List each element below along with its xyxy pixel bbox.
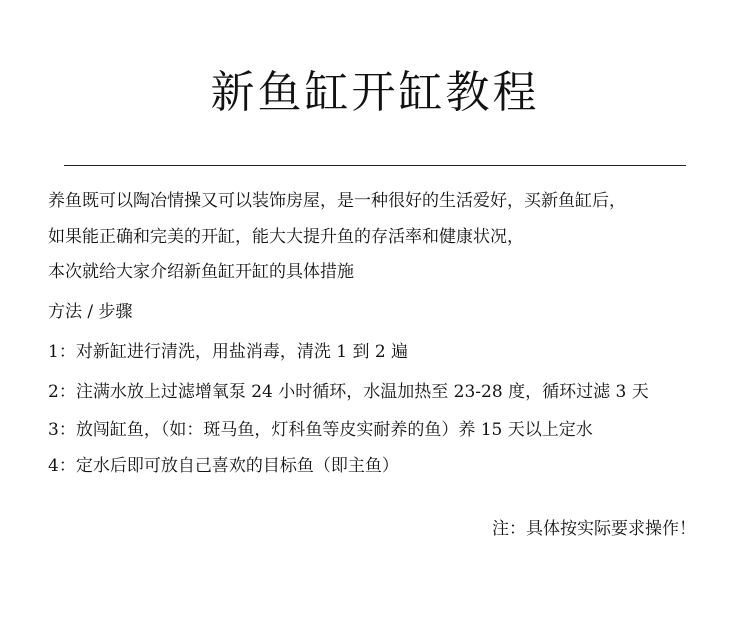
step-3: 3：放闯缸鱼，（如：斑马鱼，灯科鱼等皮实耐养的鱼）养 15 天以上定水	[48, 420, 593, 440]
intro-line-2: 如果能正确和完美的开缸，能大大提升鱼的存活率和健康状况，	[48, 227, 524, 247]
step-1: 1：对新缸进行清洗，用盐消毒，清洗 1 到 2 遍	[48, 342, 409, 362]
title-divider	[64, 165, 686, 166]
method-heading: 方法 / 步骤	[48, 302, 133, 322]
step-2: 2：注满水放上过滤增氧泵 24 小时循环，水温加热至 23-28 度，循环过滤 3 天	[48, 382, 649, 402]
operation-note: 注：具体按实际要求操作！	[492, 519, 696, 539]
page-title: 新鱼缸开缸教程	[210, 67, 540, 118]
intro-line-3: 本次就给大家介绍新鱼缸开缸的具体措施	[48, 262, 354, 282]
intro-line-1: 养鱼既可以陶冶情操又可以装饰房屋，是一种很好的生活爱好，买新鱼缸后，	[48, 191, 626, 211]
step-4: 4：定水后即可放自己喜欢的目标鱼（即主鱼）	[48, 456, 399, 476]
